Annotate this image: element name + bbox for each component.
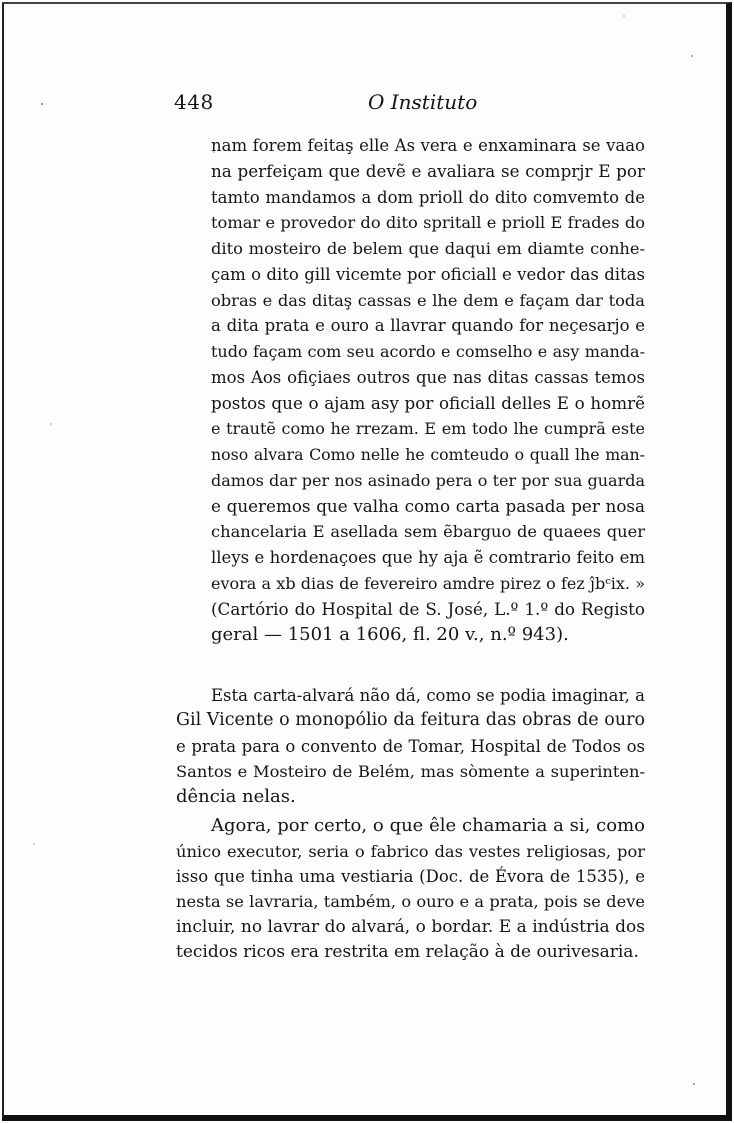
paragraph-line: nesta se lavraria, também, o ouro e a prata, pois se deve [176,892,645,912]
quote-line: chancelaria E asellada sem ẽbarguo de quaees quer [211,522,645,542]
quote-line: lleys e hordenaçoes que hy aja ẽ comtrario feito em [211,548,645,567]
book-page [2,2,732,1121]
quote-line: e trautẽ como he rrezam. E em todo lhe cumprã este [211,419,645,439]
paragraph-line: único executor, seria o fabrico das vestes religiosas, por [176,841,645,861]
paragraph-line: Agora, por certo, o que êle chamaria a si, como [211,815,645,837]
paragraph-line: isso que tinha uma vestiaria (Doc. de Évora de 1535), e [176,867,645,887]
paper-speck [623,15,625,17]
quote-line: obras e das ditaş cassas e lhe dem e façam dar toda [211,290,645,310]
page-number: 448 [174,90,214,114]
quote-line: tudo façam com seu acordo e comselho e asy manda- [211,342,645,361]
quote-line: tomar e provedor do dito spritall e prioll E frades do [211,213,645,233]
page-header [4,90,726,120]
paragraph-line: dência nelas. [176,786,296,808]
paragraph [176,813,645,965]
paper-speck [50,423,52,425]
quote-line: e queremos que valha como carta pasada per nosa [211,495,645,516]
paragraph-line: Gil Vicente o monopólio da feitura das obras de ouro [176,710,645,731]
quote-line: evora a xb dias de fevereiro amdre pirez o fez ĵbᶜix. » [211,573,645,593]
quote-line: (Cartório do Hospital de S. José, L.º 1.º do Registo [211,598,645,619]
quote-line: postos que o ajam asy por oficiall delles E o homrẽ [211,392,645,413]
quote-line: damos dar per nos asinado pera o ter por sua guarda [211,470,645,490]
paragraph-line: e prata para o convento de Tomar, Hospital de Todos os [176,736,645,756]
paper-speck [33,843,35,845]
paragraph-line: Santos e Mosteiro de Belém, mas sòmente a superinten- [176,761,645,781]
paper-speck [691,55,693,57]
quote-line: tamto mandamos a dom prioll do dito comvemto de [211,187,645,207]
quote-line: mos Aos ofiçiaes outros que nas ditas cassas temos [211,367,645,387]
paragraph-line: Esta carta-alvará não dá, como se podia imaginar, a [211,686,645,705]
quote-line: nam forem feitaş elle As vera e enxaminara se vaao [211,136,645,155]
quote-line: dito mosteiro de belem que daqui em diamte conhe- [211,239,645,258]
quote-line: na perfeiçam que devẽ e avaliara se comprjr E por [211,160,645,181]
paragraph [176,683,645,809]
quote-line: a dita prata e ouro a llavrar quando for neçesarjo e [211,316,645,336]
quoted-document-block [211,133,645,648]
quote-line: noso alvara Como nelle he comteudo o quall lhe man- [211,445,645,464]
body-text [176,683,645,965]
paragraph-line: tecidos ricos era restrita em relação à de ourivesaria. [176,941,639,962]
quote-citation-line: geral — 1501 a 1606, fl. 20 v., n.º 943). [211,624,569,646]
running-title: O Instituto [368,90,478,114]
paper-speck [693,1083,695,1085]
paragraph-line: incluir, no lavrar do alvará, o bordar. E a indústria dos [176,916,645,937]
quote-line: çam o dito gill vicemte por oficiall e vedor das ditas [211,264,645,284]
